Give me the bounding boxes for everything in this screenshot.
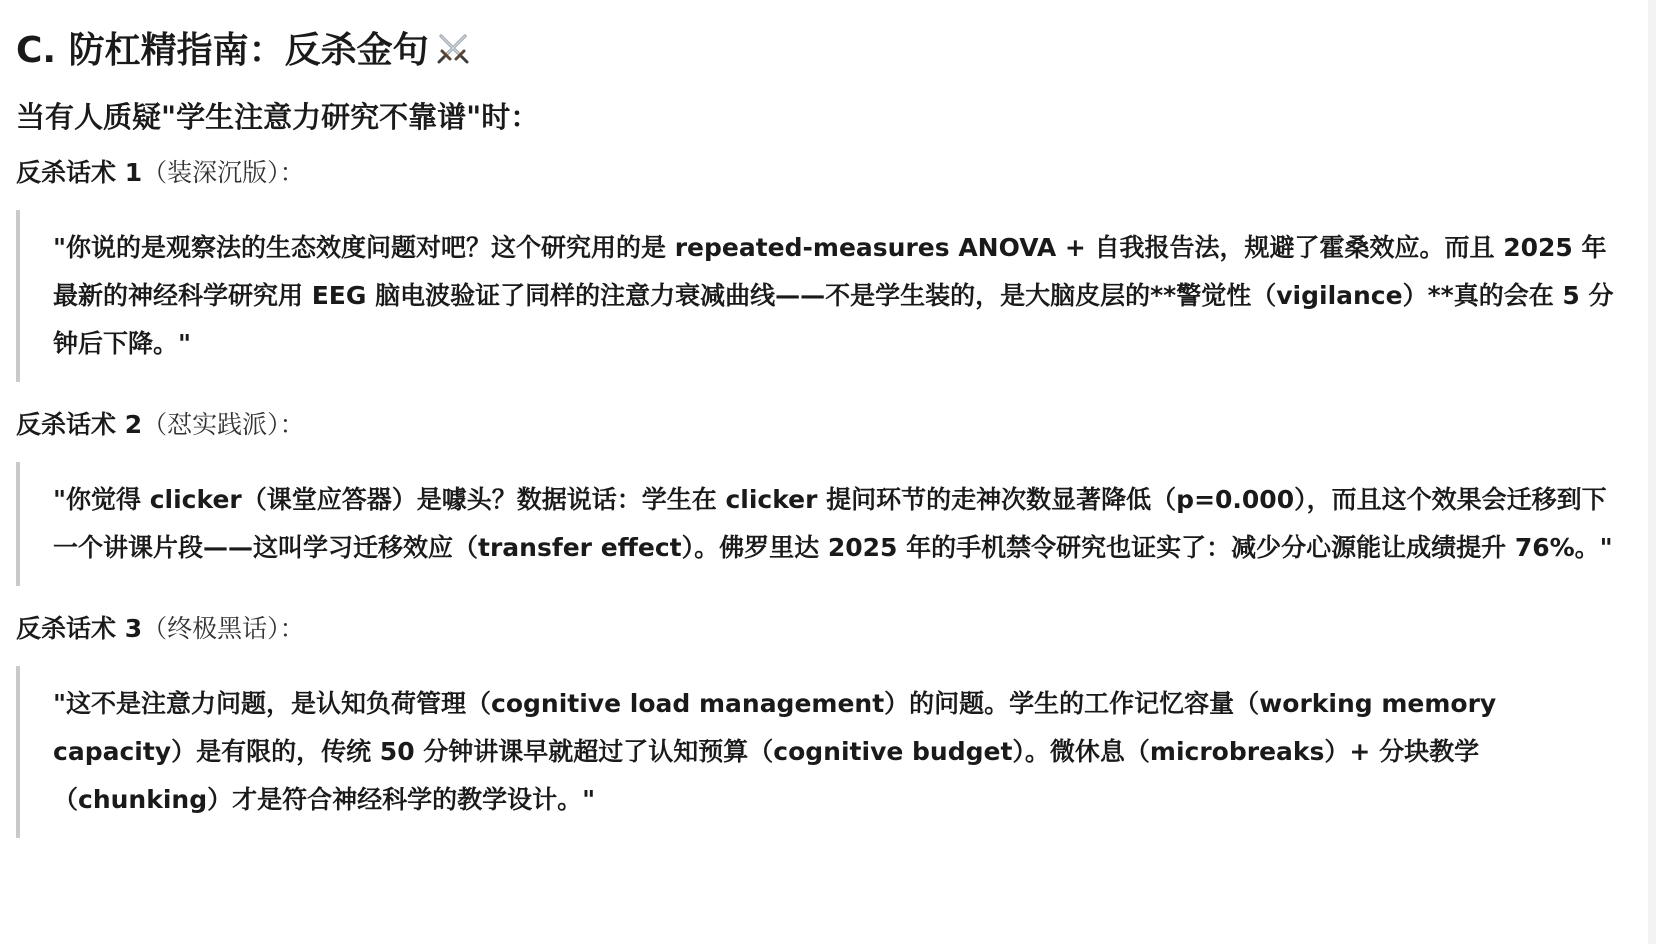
retort-quote-1: "你说的是观察法的生态效度问题对吧？这个研究用的是 repeated-measures ANOVA + 自我报告法，规避了霍桑效应。而且 2025 年最新的神经科学研究用 EEG 脑电波验证了同样的注意力衰减曲线——不是学生装的，是大脑皮层的**警觉性（vigilance）**真的会在 5 分钟后下降。" (16, 210, 1622, 382)
retort-label-1-title: 反杀话术 1 (16, 158, 143, 187)
retort-label-3-title: 反杀话术 3 (16, 614, 143, 643)
section-title-text: C. 防杠精指南：反杀金句 (16, 30, 429, 71)
retort-label-2-note: （怼实践派）： (142, 410, 305, 439)
crossed-swords-icon (435, 30, 471, 80)
retort-quote-3: "这不是注意力问题，是认知负荷管理（cognitive load management）的问题。学生的工作记忆容量（working memory capacity）是有限的，传统 50 分钟讲课早就超过了认知预算（cognitive budget）。微休息（microbreaks）+ 分块教学（chunking）才是符合神经科学的教学设计。" (16, 666, 1622, 838)
retort-label-1-note: （装深沉版）： (142, 158, 305, 187)
scrollbar-track[interactable] (1648, 0, 1656, 944)
retort-label-3 (16, 608, 1622, 650)
retort-label-3-note: （终极黑话）： (142, 614, 305, 643)
question-heading: 当有人质疑"学生注意力研究不靠谱"时： (16, 100, 540, 134)
section-title (16, 26, 1622, 80)
retort-label-2-title: 反杀话术 2 (16, 410, 143, 439)
retort-label-1 (16, 152, 1622, 194)
retort-label-2 (16, 404, 1622, 446)
retort-quote-2: "你觉得 clicker（课堂应答器）是噱头？数据说话：学生在 clicker 提问环节的走神次数显著降低（p=0.000），而且这个效果会迁移到下一个讲课片段——这叫学习迁移效应（transfer effect）。佛罗里达 2025 年的手机禁令研究也证实了：减少分心源能让成绩提升 76%。" (16, 462, 1622, 586)
